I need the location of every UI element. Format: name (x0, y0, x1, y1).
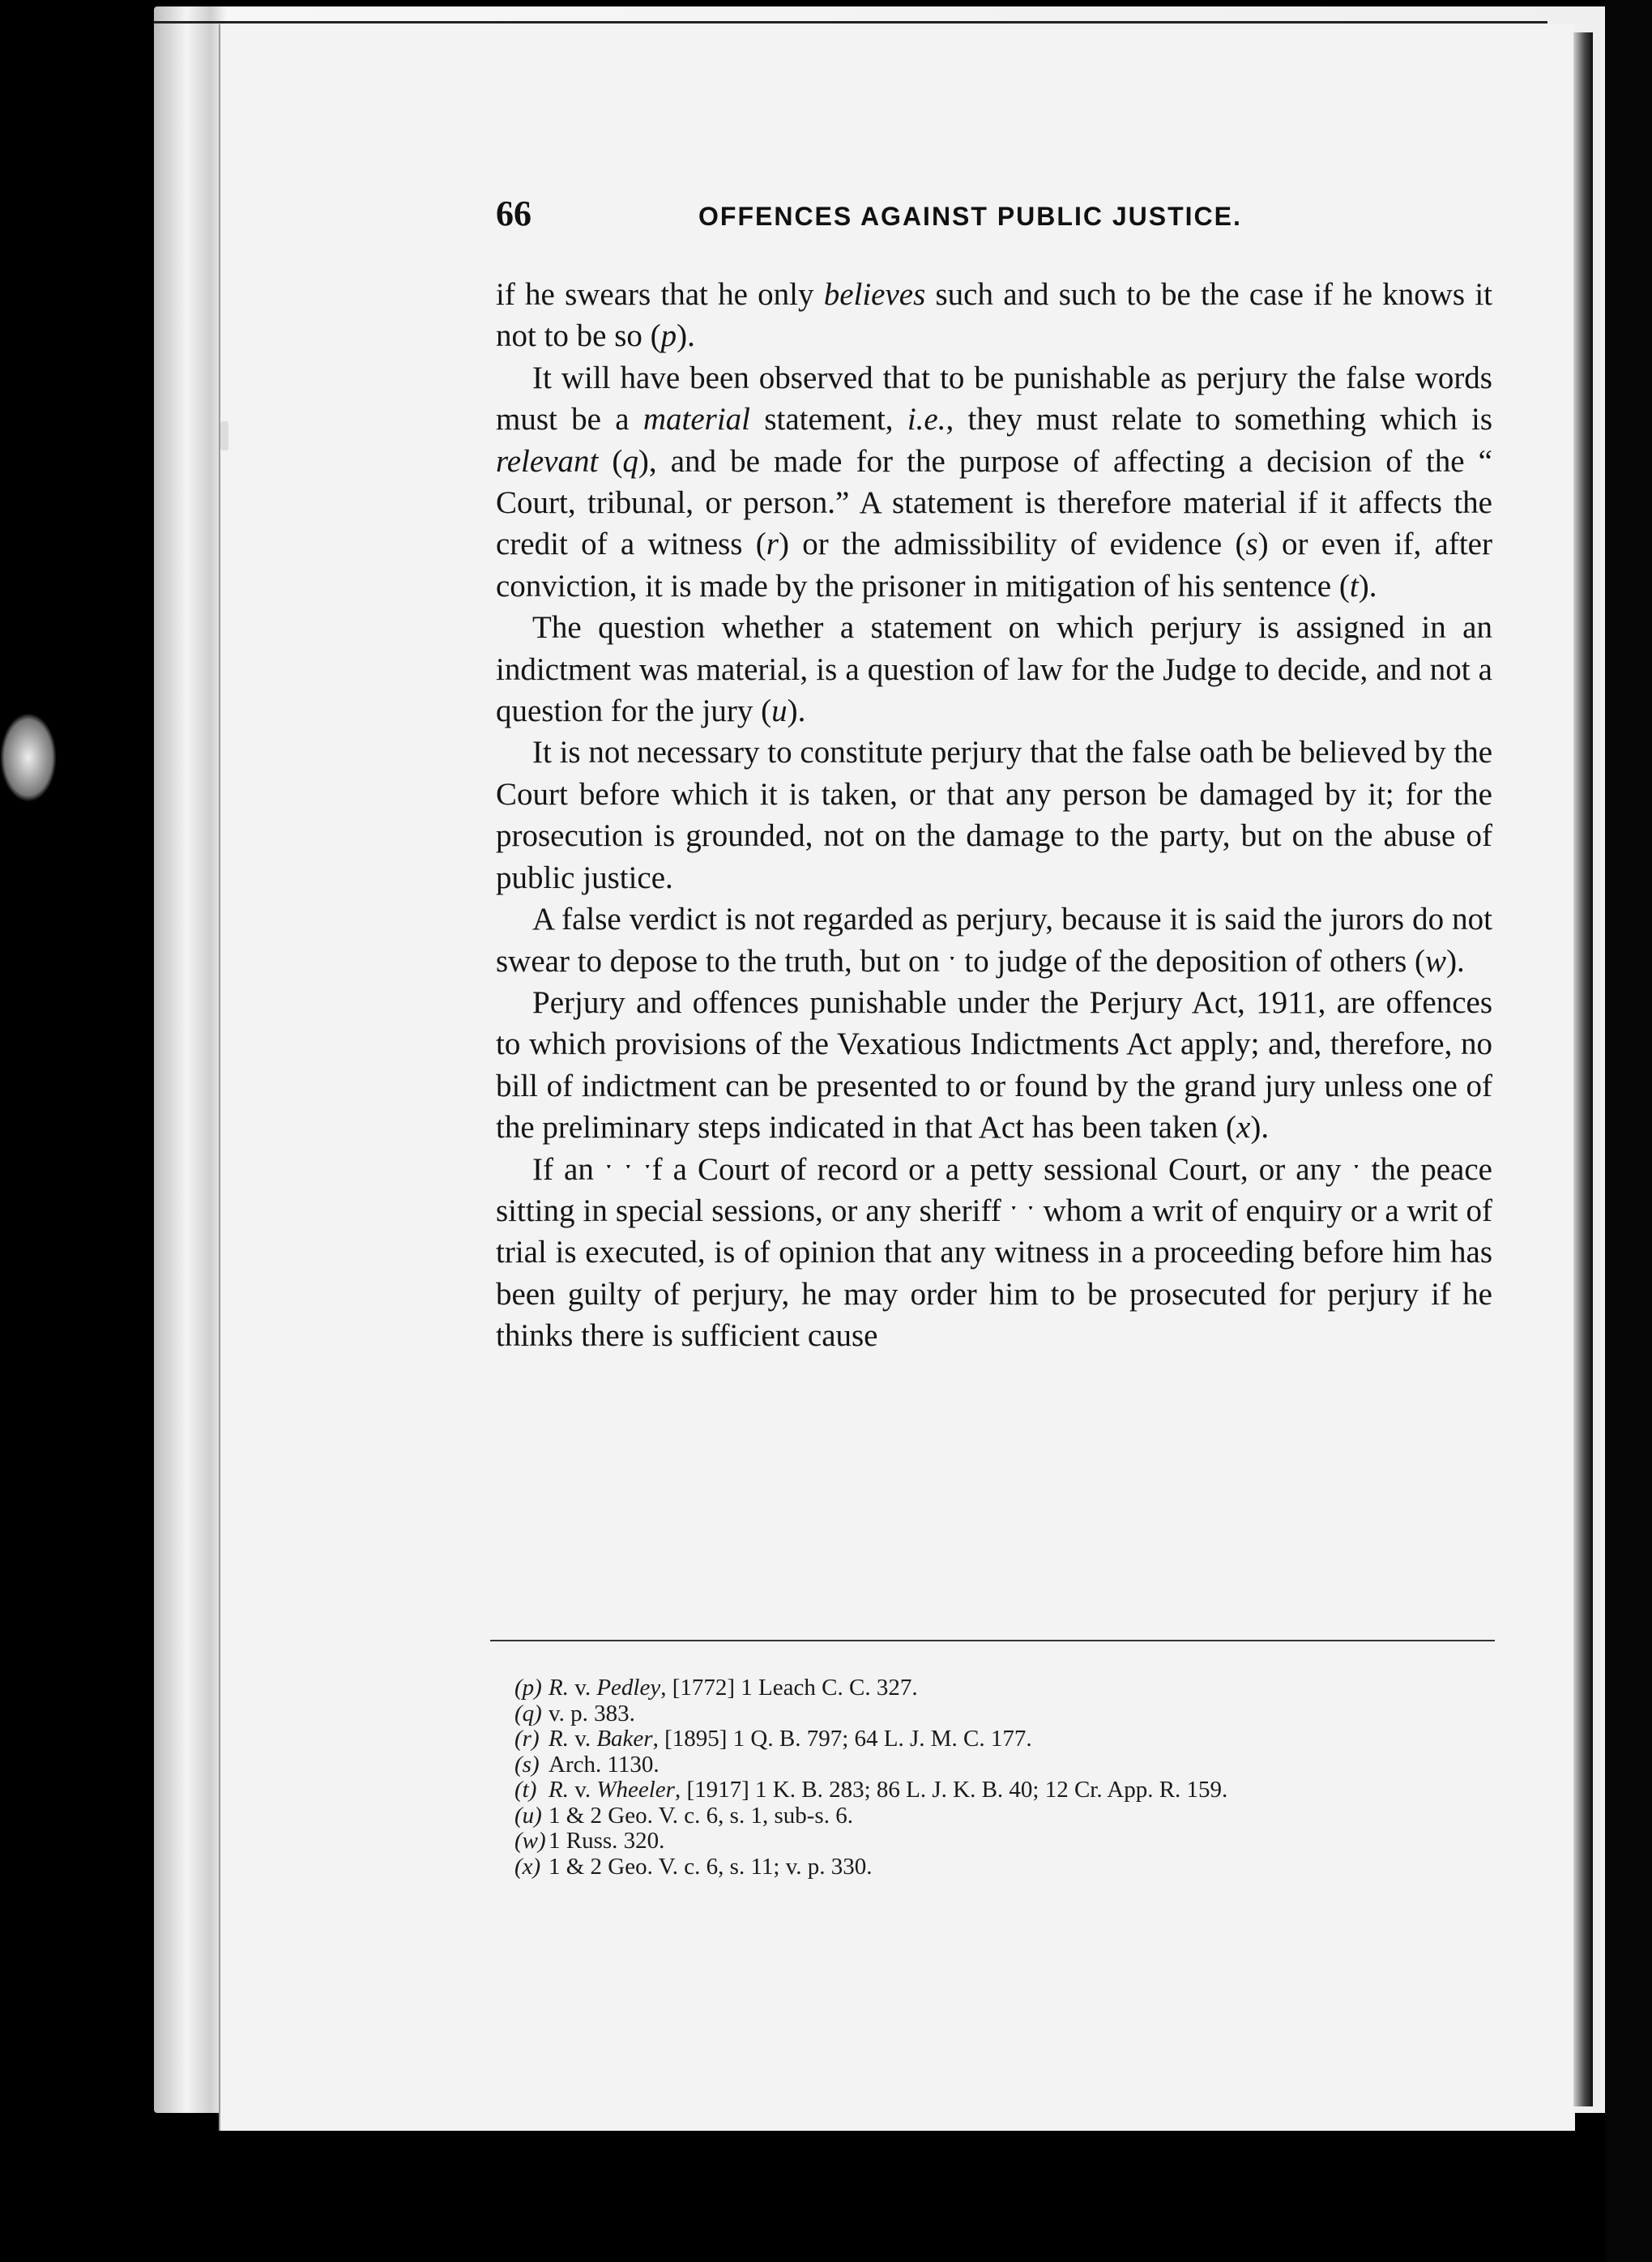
footnote: (u) 1 & 2 Geo. V. c. 6, s. 1, sub-s. 6. (514, 1802, 853, 1829)
footnote: (r) R. v. Baker, [1895] 1 Q. B. 797; 64 L. J. M. C. 177. (514, 1726, 1032, 1752)
footnote-mark: (s) (514, 1751, 540, 1778)
body-paragraph: It is not necessary to constitute perjury that the false oath be believed by the Court before which it is taken, or that any person be damaged by it; for the prosecution is grounded, not on the damage to the party, but on the abuse of public justice. (496, 735, 1492, 895)
body-paragraph: Perjury and offences punishable under the Perjury Act, 1911, are offences to which provisions of the Vexatious Indictments Act apply; and, therefore, no bill of indictment can be presented to or found by the grand jury unless one of the preliminary steps indicated in that Act has been taken (x). (496, 984, 1492, 1146)
footnote-mark: (u) (514, 1802, 542, 1829)
footnote-mark: (x) (514, 1853, 541, 1880)
footnotes (514, 1675, 1511, 1880)
footnote-mark: (q) (514, 1700, 542, 1726)
running-head (496, 193, 1492, 241)
body-paragraph: A false verdict is not regarded as perjury, because it is said the jurors do not swear to depose to the truth, but on ˑ to judge of the deposition of others (w). (496, 902, 1492, 979)
footnote: (t) R. v. Wheeler, [1917] 1 K. B. 283; 86 L. J. K. B. 40; 12 Cr. App. R. 159. (514, 1777, 1228, 1803)
footnote: (q) v. p. 383. (514, 1700, 635, 1726)
footnote-mark: (r) (514, 1726, 540, 1752)
running-title: OFFENCES AGAINST PUBLIC JUSTICE. (698, 202, 1242, 231)
footnote: (x) 1 & 2 Geo. V. c. 6, s. 11; v. p. 330. (514, 1853, 873, 1880)
body-paragraph: It will have been observed that to be punishable as perjury the false words must be a material statement, i.e., they must relate to something which is relevant (q), and be made for the purpose of affecting a decision of the “ Court, tribunal, or person.” A statement is therefore material if it affects the credit of a witness (r) or the admissibility of evidence (s) or even if, after conviction, it is made by the prisoner in mitigation of his sentence (t). (496, 360, 1493, 604)
footnote-mark: (w) (514, 1828, 546, 1854)
footnote: (w) 1 Russ. 320. (514, 1828, 665, 1854)
scan-artifact (0, 713, 57, 802)
page-top-edge (154, 21, 1547, 23)
page-number: 66 (496, 194, 531, 233)
footnote-mark: (t) (514, 1777, 537, 1803)
body-text (496, 274, 1492, 1357)
page-right-edge (1573, 32, 1593, 2106)
footnote-rule (490, 1640, 1495, 1641)
footnote: (s) Arch. 1130. (514, 1751, 660, 1778)
body-paragraph: if he swears that he only believes such and such to be the case if he knows it not to be so (p). (496, 277, 1492, 354)
body-paragraph: If an ˑ ˑ ˑf a Court of record or a petty sessional Court, or any ˑ the peace sitting in special sessions, or any sheriff ˑ ˑ whom a writ of enquiry or a writ of trial is executed, is of opinion that any witness in a proceeding before him has been guilty of perjury, he may order him to be prosecuted for perjury if he thinks there is sufficient cause (496, 1151, 1492, 1354)
body-paragraph: The question whether a statement on which perjury is assigned in an indictment was material, is a question of law for the Judge to decide, and not a question for the jury (u). (496, 610, 1492, 729)
footnote-mark: (p) (514, 1675, 542, 1701)
scan-border (1605, 0, 1652, 2262)
scan-artifact (220, 421, 228, 450)
footnote: (p) R. v. Pedley, [1772] 1 Leach C. C. 327. (514, 1675, 918, 1701)
